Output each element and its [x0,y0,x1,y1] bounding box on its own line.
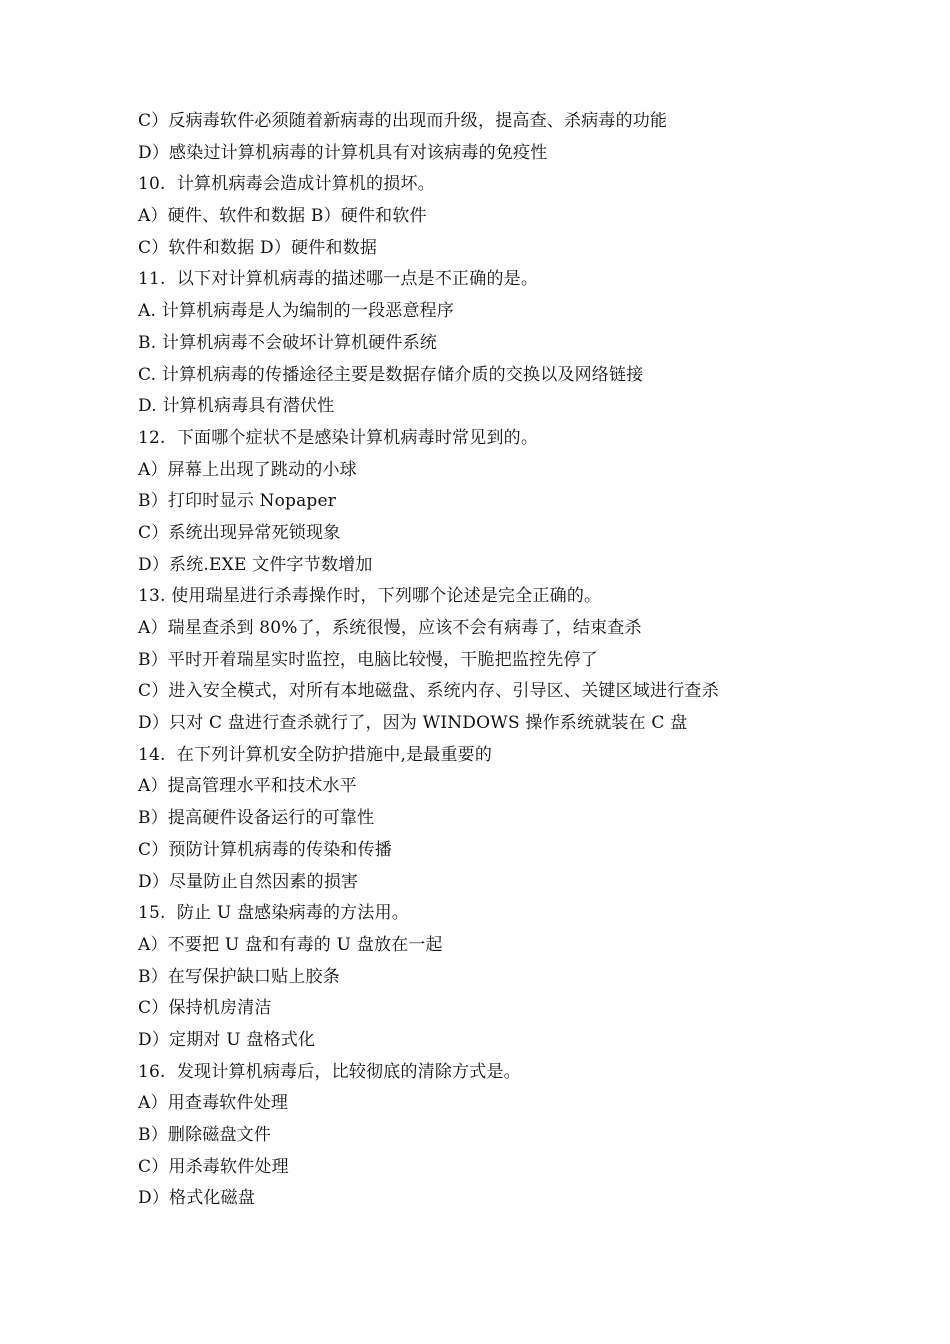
option-line: D）只对 C 盘进行查杀就行了，因为 WINDOWS 操作系统就装在 C 盘 [138,713,688,734]
option-line: D）定期对 U 盘格式化 [138,1029,316,1050]
option-line: B）平时开着瑞星实时监控，电脑比较慢，干脆把监控先停了 [138,649,598,670]
question-line: 14. 在下列计算机安全防护措施中,是最重要的 [138,744,493,765]
option-line: B）提高硬件设备运行的可靠性 [138,808,375,829]
option-line: C. 计算机病毒的传播途径主要是数据存储介质的交换以及网络链接 [138,364,644,385]
option-line: C）软件和数据 D）硬件和数据 [138,237,378,258]
question-line: 12. 下面哪个症状不是感染计算机病毒时常见到的。 [138,427,539,448]
option-line: C）预防计算机病毒的传染和传播 [138,839,393,860]
option-line: A）硬件、软件和数据 B）硬件和软件 [138,206,427,227]
option-line: C）进入安全模式，对所有本地磁盘、系统内存、引导区、关键区域进行查杀 [138,681,719,702]
option-line: D）尽量防止自然因素的损害 [138,871,359,892]
option-line: A）提高管理水平和技术水平 [138,776,357,797]
option-line: B）删除磁盘文件 [138,1125,272,1145]
option-line: C）用杀毒软件处理 [138,1156,289,1177]
question-line: 13. 使用瑞星进行杀毒操作时，下列哪个论述是完全正确的。 [138,586,602,607]
option-line: A）用查毒软件处理 [138,1093,289,1114]
text-line: C）反病毒软件必须随着新病毒的出现而升级，提高查、杀病毒的功能 [138,111,668,131]
question-line: 10. 计算机病毒会造成计算机的损坏。 [138,174,435,195]
option-line: A）屏幕上出现了跳动的小球 [138,459,357,480]
option-line: A）瑞星查杀到 80%了，系统很慢，应该不会有病毒了，结束查杀 [138,618,642,638]
option-line: D）格式化磁盘 [138,1188,256,1209]
document-body [138,106,838,1215]
option-line: A）不要把 U 盘和有毒的 U 盘放在一起 [138,934,443,955]
option-line: B）在写保护缺口贴上胶条 [138,966,340,987]
option-line: D. 计算机病毒具有潜伏性 [138,396,335,417]
option-line: A. 计算机病毒是人为编制的一段恶意程序 [138,301,455,322]
option-line: C）系统出现异常死锁现象 [138,522,341,543]
option-line: B. 计算机病毒不会破坏计算机硬件系统 [138,332,438,353]
option-line: C）保持机房清洁 [138,998,272,1019]
question-line: 15. 防止 U 盘感染病毒的方法用。 [138,903,409,924]
text-line: D）感染过计算机病毒的计算机具有对该病毒的免疫性 [138,142,548,163]
question-line: 16. 发现计算机病毒后，比较彻底的清除方式是。 [138,1061,521,1082]
question-line: 11. 以下对计算机病毒的描述哪一点是不正确的是。 [138,269,539,290]
option-line: B）打印时显示 Nopaper [138,491,337,512]
option-line: D）系统.EXE 文件字节数增加 [138,554,373,575]
